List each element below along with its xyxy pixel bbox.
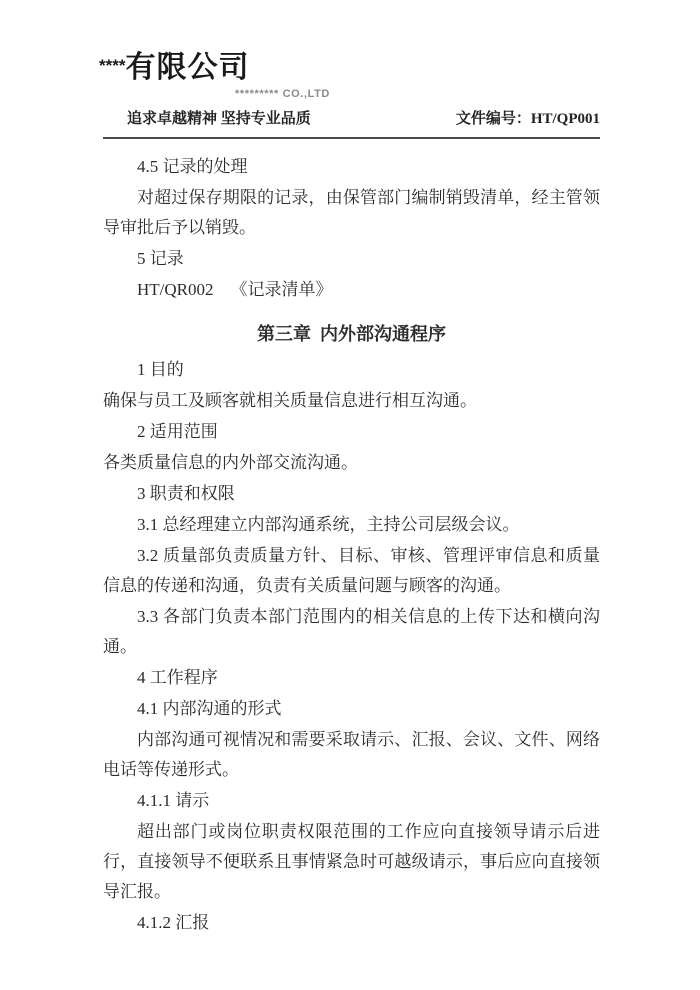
paragraph: 3.3 各部门负责本部门范围内的相关信息的上传下达和横向沟通。 xyxy=(103,607,600,656)
paragraph: 各类质量信息的内外部交流沟通。 xyxy=(103,453,358,472)
paragraph: 4.1.1 请示 xyxy=(137,791,210,810)
paragraph: 3 职责和权限 xyxy=(137,484,235,503)
paragraph: HT/QR002 《记录清单》 xyxy=(137,280,333,299)
company-name-prefix: **** xyxy=(99,56,126,75)
paragraph: 1 目的 xyxy=(137,360,184,379)
company-name-english: ********* CO.,LTD xyxy=(235,88,330,100)
header-meta-row xyxy=(103,107,600,128)
paragraph: 对超过保存期限的记录，由保管部门编制销毁清单，经主管领导审批后予以销毁。 xyxy=(103,188,600,237)
doc-number xyxy=(456,107,600,128)
doc-number-value: HT/QP001 xyxy=(530,111,600,127)
company-logo xyxy=(99,50,600,89)
company-slogan: 追求卓越精神 坚持专业品质 xyxy=(127,111,311,127)
chapter-heading: 第三章 内外部沟通程序 xyxy=(257,324,446,344)
paragraph: 内部沟通可视情况和需要采取请示、汇报、会议、文件、网络电话等传递形式。 xyxy=(103,730,600,779)
paragraph: 4.1 内部沟通的形式 xyxy=(137,699,282,718)
paragraph: 4.5 记录的处理 xyxy=(137,157,248,176)
paragraph: 超出部门或岗位职责权限范围的工作应向直接领导请示后进行，直接领导不便联系且事情紧急时可越级请示，事后应向直接领导汇报。 xyxy=(103,822,600,901)
paragraph: 5 记录 xyxy=(137,249,184,268)
paragraph: 确保与员工及顾客就相关质量信息进行相互沟通。 xyxy=(103,391,477,410)
paragraph: 3.2 质量部负责质量方针、目标、审核、管理评审信息和质量信息的传递和沟通，负责有关质量问题与顾客的沟通。 xyxy=(103,546,600,595)
document-body xyxy=(103,152,600,938)
company-name: 有限公司 xyxy=(125,51,250,84)
doc-number-label: 文件编号： xyxy=(455,111,531,127)
paragraph: 4 工作程序 xyxy=(137,668,218,687)
paragraph: 2 适用范围 xyxy=(137,422,218,441)
paragraph: 3.1 总经理建立内部沟通系统，主持公司层级会议。 xyxy=(137,515,520,534)
header-divider xyxy=(103,137,600,139)
paragraph: 4.1.2 汇报 xyxy=(137,913,210,932)
